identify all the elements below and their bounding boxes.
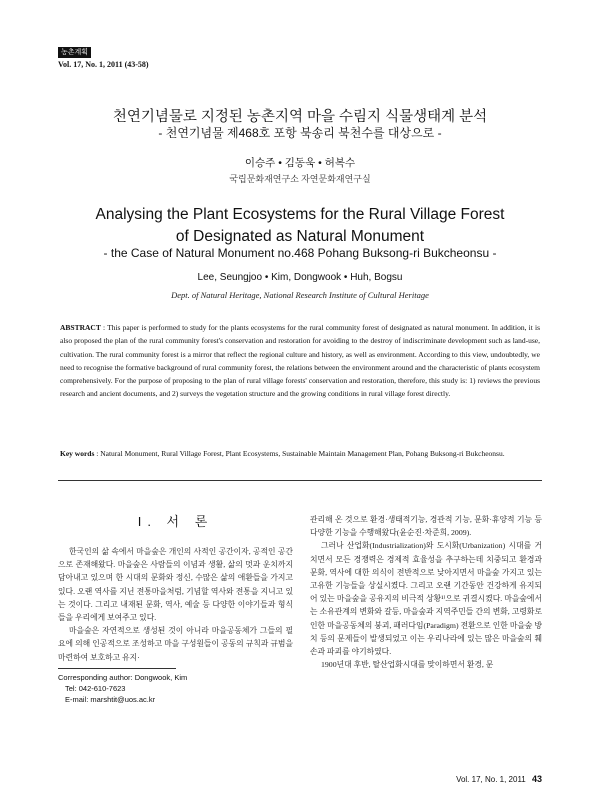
author-email: E-mail: marshtit@uos.ac.kr [65, 695, 156, 704]
page-footer [456, 774, 542, 784]
keywords-label: Key words [60, 449, 95, 458]
paragraph: 그러나 산업화(Industrialization)와 도시화(Urbanization) 시대를 거치면서 모든 경쟁력은 경제적 효율성을 추구하는데 치중되고 환경과 문화, 역사에 대한 의식이 전반적으로 낮아지면서 마을숲 가지고 있는 고유한 기능들을 상실시켰다. 그리고 오랜 기간동안 건강하게 유지되어 있는 마을숲을 공유지의 비극적 상황¹⁾으로 귀결시켰다. 마을숲에서는 소유관계의 변화와 갈등, 마을숲과 지역주민들 간의 변화, 고령화로 인한 마을공동체의 붕괴, 패러다임(Paradigm) 전환으로 인한 마을숲 방치 등의 문제들이 발생되었고 이는 우리나라에 있는 많은 마을숲의 훼손과 파괴를 야기하였다. [310, 541, 542, 657]
keywords [60, 447, 540, 460]
affiliation-korean: 국립문화재연구소 자연문화재연구실 [229, 174, 371, 184]
paragraph: 1900년대 후반, 탈산업화시대를 맞이하면서 환경, 문 [321, 660, 494, 670]
subtitle-english: - the Case of Natural Monument no.468 Pohang Buksong-ri Bukcheonsu - [103, 246, 497, 260]
footer-volume: Vol. 17, No. 1, 2011 [456, 775, 526, 784]
title-english: Analysing the Plant Ecosystems for the Rural Village Forest of Designated as Natural Monument [95, 206, 505, 245]
paragraph: 마을숲은 자연적으로 생성된 것이 아니라 마을공동체가 그들의 필요에 의해 인공적으로 조성하고 마을 구성원들이 공동의 규칙과 규범을 마련하여 보호하고 유지· [58, 626, 293, 662]
keywords-text: : Natural Monument, Rural Village Forest, Plant Ecosystems, Sustainable Maintain Management Plan, Pohang Buksong-ri Bukcheonsu. [94, 449, 505, 458]
volume-line: Vol. 17, No. 1, 2011 (43-58) [58, 60, 149, 69]
section-divider [58, 480, 542, 481]
paragraph: 관리해 온 것으로 환경·생태적기능, 경관적 기능, 문화·휴양적 기능 등 다양한 기능을 수행해왔다(윤순진·차준희, 2009). [310, 515, 542, 538]
page-number: 43 [531, 774, 542, 784]
author-tel: Tel: 042-610-7623 [65, 684, 126, 693]
left-column [58, 545, 293, 664]
subtitle-korean: - 천연기념물 제468호 포항 북송리 북천수를 대상으로 - [158, 126, 442, 140]
authors-english: Lee, Seungjoo • Kim, Dongwook • Huh, Bogsu [197, 272, 403, 283]
abstract-label: ABSTRACT [60, 323, 101, 332]
paragraph: 한국인의 삶 속에서 마을숲은 개인의 사적인 공간이자, 공적인 공간으로 존재해왔다. 마을숲은 사람들의 이념과 생활, 삶의 멋과 운치까지 담아내고 있으며 한 시대의 문화와 정신, 수많은 삶의 애환들을 가지고 있다. 오랜 역사를 지닌 전통마을처럼, 기념할 역사와 전통을 지니고 있는 것이다. 그리고 내재된 문화, 역사, 예술 등 다양한 이야기들과 형식들을 우리에게 보여주고 있다. [58, 547, 293, 623]
section-heading: I. 서 론 [137, 514, 214, 529]
corresponding-author: Corresponding author: Dongwook, Kim [58, 673, 188, 682]
right-column [310, 513, 542, 671]
authors-korean: 이승주 • 김동욱 • 허복수 [244, 157, 356, 169]
title-korean: 천연기념물로 지정된 농촌지역 마을 수림지 식물생태계 분석 [112, 109, 488, 125]
footnote-rule [58, 668, 176, 669]
abstract [60, 321, 540, 401]
footnote [58, 672, 187, 705]
abstract-text: : This paper is performed to study for the plants ecosystems for the rural community forest of designated as natural monument. In addition, it is also proposed the plan of the rural community forest's conservation and restoration for avoiding to the destroy of indiscriminate development such as land-use, cultivation. The rural community forest is a mirror that reflect the regional culture and history, as well as environment. According to this view, undoubtedly, we need to recognise the formative background of rural community forest, the relations between the environment around and the characteristic of plants ecosystem comprehensively. For the purpose of proposing to the plan of rural village forests' conservation and restoration, therefore, this study is: 1) reviews the previous research and ancient documents, and 2) surveys the vegetation structure and the growing conditions in rural village forest directly. [60, 323, 540, 399]
affiliation-english: Dept. of Natural Heritage, National Research Institute of Cultural Heritage [171, 290, 429, 300]
journal-badge: 농촌계획 [58, 47, 91, 58]
